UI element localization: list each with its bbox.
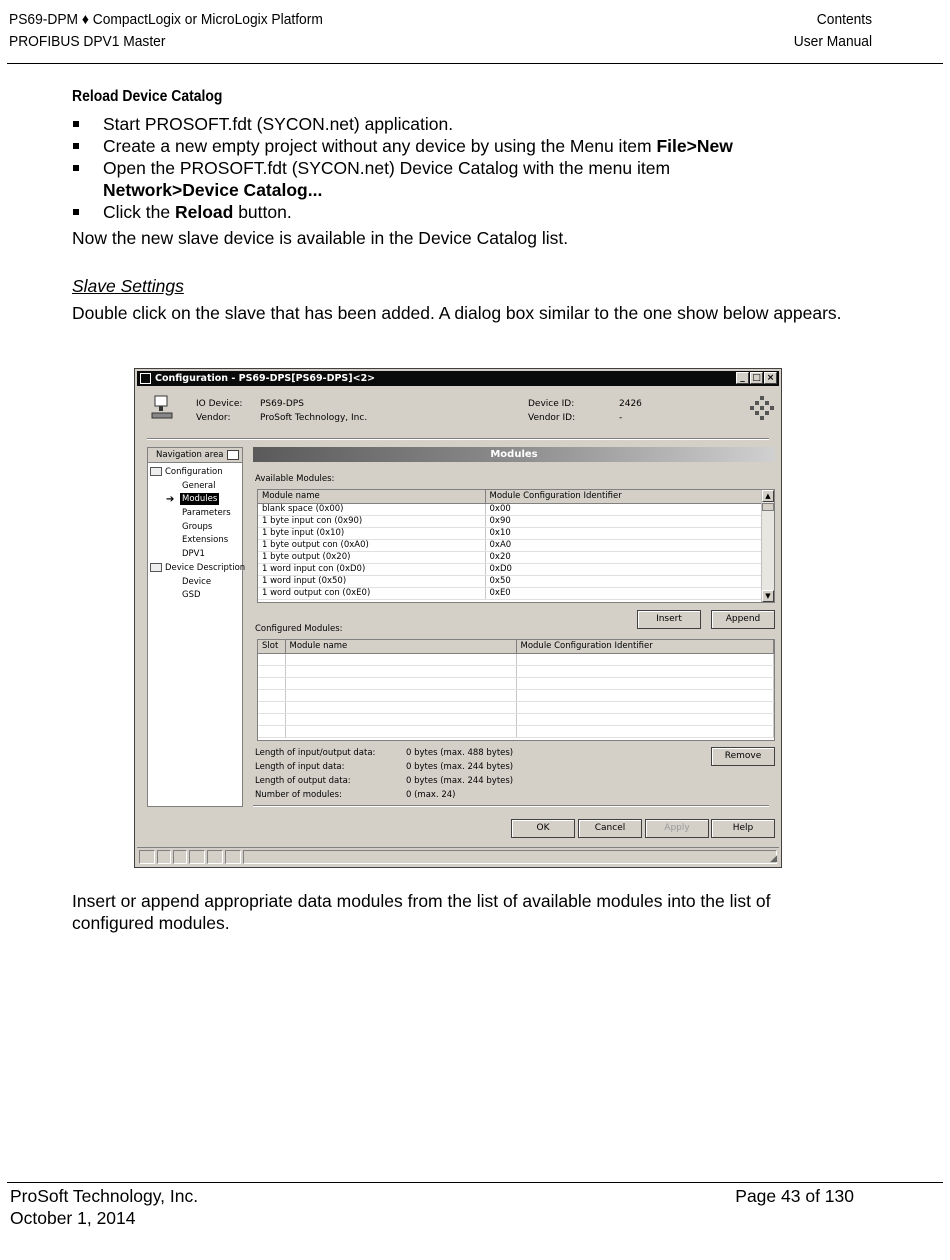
config-id-cell: 0xA0 [485, 539, 763, 551]
device-labels [196, 397, 242, 425]
table-row[interactable] [258, 575, 763, 587]
scroll-up-icon[interactable]: ▲ [762, 490, 774, 502]
vendor-value: ProSoft Technology, Inc. [260, 413, 368, 423]
config-id-cell: 0xD0 [485, 563, 763, 575]
table-row[interactable] [258, 713, 774, 725]
footer-company: ProSoft Technology, Inc. [10, 1186, 199, 1206]
nav-device-description[interactable]: Device Description [165, 563, 246, 573]
dialog-titlebar[interactable] [137, 371, 779, 386]
available-modules-scrollbar[interactable] [761, 490, 774, 602]
resize-grip-icon[interactable]: ◢ [770, 854, 777, 864]
table-row[interactable] [258, 701, 774, 713]
module-name-cell: 1 byte output con (0xA0) [258, 539, 485, 551]
table-row[interactable] [258, 677, 774, 689]
available-modules-label: Available Modules: [255, 474, 335, 484]
config-id-cell: 0x90 [485, 515, 763, 527]
vendor-label: Vendor: [196, 413, 231, 423]
nav-general[interactable]: General [182, 481, 216, 491]
vendor-id-value: - [619, 413, 623, 423]
folder-icon [150, 563, 162, 572]
configured-modules-grid [257, 639, 775, 741]
table-row[interactable] [258, 665, 774, 677]
page-footer-left [10, 1185, 198, 1229]
step-text: Create a new empty project without any device by using the Menu item [103, 136, 657, 156]
table-row[interactable] [258, 689, 774, 701]
table-row[interactable] [258, 653, 774, 665]
device-id-value: 2426 [619, 399, 642, 409]
nav-groups[interactable]: Groups [182, 522, 213, 532]
navigation-area [147, 447, 246, 807]
stat-value: 0 bytes (max. 244 bytes) [406, 776, 514, 786]
navigation-header [148, 448, 242, 463]
footer-rule [7, 1182, 943, 1183]
steps-list [72, 113, 862, 223]
stat-value: 0 (max. 24) [406, 790, 456, 800]
header-product-subtitle: PROFIBUS DPV1 Master [9, 33, 166, 50]
step-menu-path: File>New [656, 136, 733, 156]
stat-label: Number of modules: [255, 790, 342, 800]
header-doc-type: User Manual [793, 33, 872, 50]
column-header-slot[interactable]: Slot [258, 640, 285, 653]
step-text: Open the PROSOFT.fdt (SYCON.net) Device Catalog with the menu item [103, 158, 671, 178]
footer-separator [253, 805, 769, 807]
table-row[interactable] [258, 725, 774, 737]
table-row[interactable] [258, 503, 763, 515]
modules-panel-title: Modules [253, 447, 775, 462]
module-name-cell: 1 byte output (0x20) [258, 551, 485, 563]
nav-dpv1[interactable]: DPV1 [182, 549, 205, 559]
config-id-cell: 0x00 [485, 503, 763, 515]
slave-settings-text: Double click on the slave that has been added. A dialog box similar to the one show below appears. [72, 303, 842, 323]
step-text: Start PROSOFT.fdt (SYCON.net) application. [103, 114, 454, 134]
config-id-cell: 0x10 [485, 527, 763, 539]
status-cell [189, 850, 205, 864]
device-icon [151, 395, 173, 421]
main-content [72, 86, 862, 324]
column-header-module-name[interactable]: Module name [285, 640, 516, 653]
stat-value: 0 bytes (max. 488 bytes) [406, 748, 514, 758]
module-name-cell: blank space (0x00) [258, 503, 485, 515]
page-number: Page 43 of 130 [735, 1186, 854, 1206]
column-header-module-name[interactable]: Module name [258, 490, 485, 503]
id-labels [528, 397, 575, 425]
cancel-button[interactable]: Cancel [578, 819, 642, 838]
config-id-cell: 0x50 [485, 575, 763, 587]
module-name-cell: 1 word input con (0xD0) [258, 563, 485, 575]
stat-label: Length of input data: [255, 762, 345, 772]
module-name-cell: 1 word input (0x50) [258, 575, 485, 587]
closing-instruction: Insert or append appropriate data modules from the list of available modules into the list of configured modules. [72, 891, 771, 933]
header-product-line: PS69-DPM ♦ CompactLogix or MicroLogix Platform [9, 11, 323, 28]
header-separator [147, 438, 769, 440]
catalog-note: Now the new slave device is available in the Device Catalog list. [72, 228, 569, 248]
footer-date: October 1, 2014 [10, 1208, 136, 1228]
step-item [72, 201, 862, 223]
help-button[interactable]: Help [711, 819, 775, 838]
table-row[interactable] [258, 539, 763, 551]
header-rule [7, 63, 943, 64]
available-modules-grid [257, 489, 775, 603]
io-device-value: PS69-DPS [260, 399, 304, 409]
step-button-name: Reload [174, 202, 234, 222]
device-values [260, 397, 367, 425]
status-cell [173, 850, 187, 864]
header-section: Contents [816, 11, 872, 28]
step-text: button. [233, 202, 292, 222]
scroll-thumb[interactable] [762, 503, 774, 511]
arrow-right-icon: ➔ [166, 494, 175, 505]
page-header-right [794, 9, 872, 53]
step-item [72, 135, 862, 157]
stat-value: 0 bytes (max. 244 bytes) [406, 762, 514, 772]
table-row[interactable] [258, 515, 763, 527]
navigation-header-label: Navigation area [156, 450, 224, 460]
column-header-config-id[interactable]: Module Configuration Identifier [516, 640, 774, 653]
page-header-left [9, 9, 323, 53]
device-status-icon [157, 850, 171, 864]
panel-toggle-icon[interactable] [227, 450, 239, 460]
dialog-title: Configuration - PS69-DPS[PS69-DPS]<2> [155, 373, 376, 384]
nav-device[interactable]: Device [182, 577, 212, 587]
stat-label: Length of input/output data: [255, 748, 376, 758]
config-id-cell: 0x20 [485, 551, 763, 563]
stat-label: Length of output data: [255, 776, 351, 786]
app-icon [140, 373, 151, 384]
module-name-cell: 1 word output con (0xE0) [258, 587, 485, 599]
nav-gsd[interactable]: GSD [182, 590, 201, 600]
status-bar [137, 847, 779, 865]
vendor-id-label: Vendor ID: [528, 413, 576, 423]
data-length-values [406, 746, 513, 802]
device-id-label: Device ID: [528, 399, 575, 409]
remove-button[interactable]: Remove [711, 747, 775, 766]
append-button[interactable]: Append [711, 610, 775, 629]
table-row[interactable] [258, 587, 763, 599]
step-item [72, 113, 862, 135]
connection-icon [139, 850, 155, 864]
scroll-down-icon[interactable]: ▼ [762, 590, 774, 602]
io-device-label: IO Device: [196, 399, 243, 409]
folder-icon [150, 467, 162, 476]
nav-modules[interactable]: Modules [182, 494, 218, 504]
maximize-icon[interactable]: □ [750, 372, 763, 384]
configured-modules-label: Configured Modules: [255, 624, 343, 634]
status-cell [243, 850, 777, 864]
data-length-labels [255, 746, 375, 802]
section-title: Reload Device Catalog [72, 88, 223, 105]
configuration-dialog [134, 368, 782, 868]
module-name-cell: 1 byte input con (0x90) [258, 515, 485, 527]
step-item [72, 157, 862, 201]
table-row[interactable] [258, 551, 763, 563]
apply-button[interactable]: Apply [645, 819, 709, 838]
module-name-cell: 1 byte input (0x10) [258, 527, 485, 539]
profibus-logo-icon [749, 395, 775, 421]
nav-configuration[interactable]: Configuration [165, 467, 223, 477]
status-cell [207, 850, 223, 864]
column-header-config-id[interactable]: Module Configuration Identifier [485, 490, 763, 503]
nav-extensions[interactable]: Extensions [182, 535, 229, 545]
table-row[interactable] [258, 527, 763, 539]
step-menu-path: Network>Device Catalog... [103, 180, 323, 200]
nav-parameters[interactable]: Parameters [182, 508, 231, 518]
minimize-icon[interactable]: _ [736, 372, 749, 384]
ok-button[interactable]: OK [511, 819, 575, 838]
config-id-cell: 0xE0 [485, 587, 763, 599]
step-text: Click the [103, 202, 175, 222]
table-row[interactable] [258, 563, 763, 575]
id-values [619, 397, 642, 425]
slave-settings-heading: Slave Settings [72, 276, 184, 296]
close-icon[interactable]: × [764, 372, 777, 384]
status-cell [225, 850, 241, 864]
insert-button[interactable]: Insert [637, 610, 701, 629]
